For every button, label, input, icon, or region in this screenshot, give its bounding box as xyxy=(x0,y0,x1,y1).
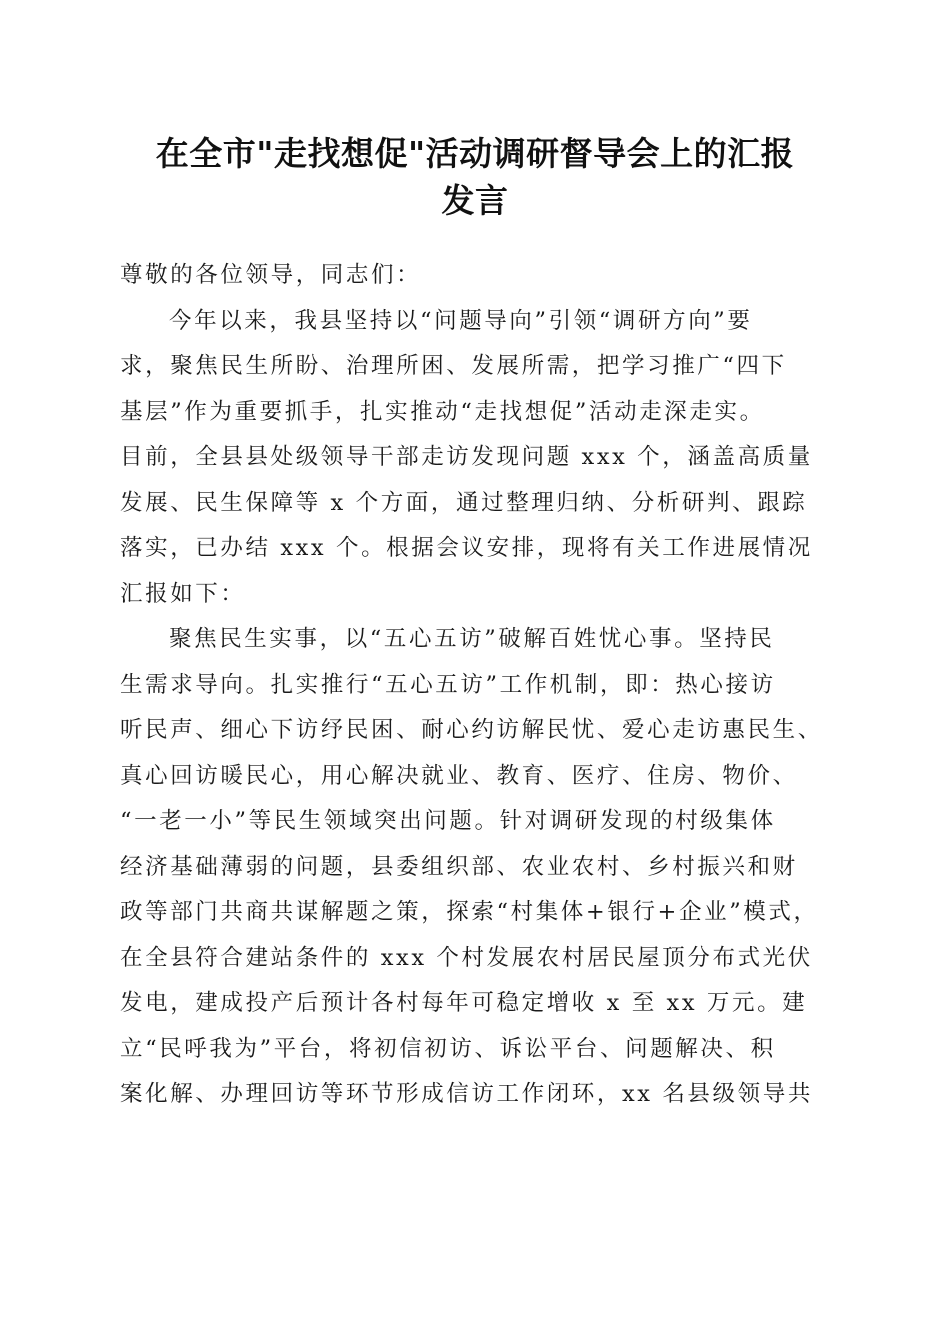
paragraph-line: 求，聚焦民生所盼、治理所困、发展所需，把学习推广“四下 xyxy=(120,353,787,379)
title-line-1: 在全市"走找想促"活动调研督导会上的汇报 xyxy=(155,134,795,173)
document-title xyxy=(100,130,850,224)
paragraph-1 xyxy=(120,299,835,618)
paragraph-line: 政等部门共商共谋解题之策，探索“村集体+银行+企业”模式， xyxy=(120,899,819,925)
paragraph-line: 经济基础薄弱的问题，县委组织部、农业农村、乡村振兴和财 xyxy=(120,853,798,880)
paragraph-line: 案化解、办理回访等环节形成信访工作闭环，xx 名县级领导共 xyxy=(120,1081,813,1107)
paragraph-line: 在全县符合建站条件的 xxx 个村发展农村居民屋顶分布式光伏 xyxy=(120,944,813,971)
paragraph-2 xyxy=(120,617,835,1118)
paragraph-line: 聚焦民生实事，以“五心五访”破解百姓忧心事。坚持民 xyxy=(169,626,775,652)
paragraph-line: 真心回访暖民心，用心解决就业、教育、医疗、住房、物价、 xyxy=(120,762,798,789)
paragraph-line: 今年以来，我县坚持以“问题导向”引领“调研方向”要 xyxy=(169,307,753,334)
paragraph-line: 听民声、细心下访纾民困、耐心约访解民忧、爱心走访惠民生、 xyxy=(120,717,823,743)
paragraph-line: 立“民呼我为”平台，将初信初访、诉讼平台、问题解决、积 xyxy=(120,1035,776,1062)
paragraph-line: 目前，全县县处级领导干部走访发现问题 xxx 个，涵盖高质量 xyxy=(120,444,813,470)
paragraph-line: 发展、民生保障等 x 个方面，通过整理归纳、分析研判、跟踪 xyxy=(120,489,808,516)
greeting: 尊敬的各位领导，同志们： xyxy=(120,262,422,288)
paragraph-line: 汇报如下： xyxy=(120,580,246,607)
paragraph-line: 落实，已办结 xxx 个。根据会议安排，现将有关工作进展情况 xyxy=(120,535,813,561)
paragraph-line: 生需求导向。扎实推行“五心五访”工作机制，即：热心接访 xyxy=(120,671,776,698)
paragraph-line: 基层”作为重要抓手，扎实推动“走找想促”活动走深走实。 xyxy=(120,398,765,425)
document-body xyxy=(120,253,835,1118)
paragraph-line: “一老一小”等民生领域突出问题。针对调研发现的村级集体 xyxy=(120,808,776,834)
title-line-2: 发言 xyxy=(441,181,509,220)
paragraph-line: 发电，建成投产后预计各村每年可稳定增收 x 至 xx 万元。建 xyxy=(120,990,808,1016)
